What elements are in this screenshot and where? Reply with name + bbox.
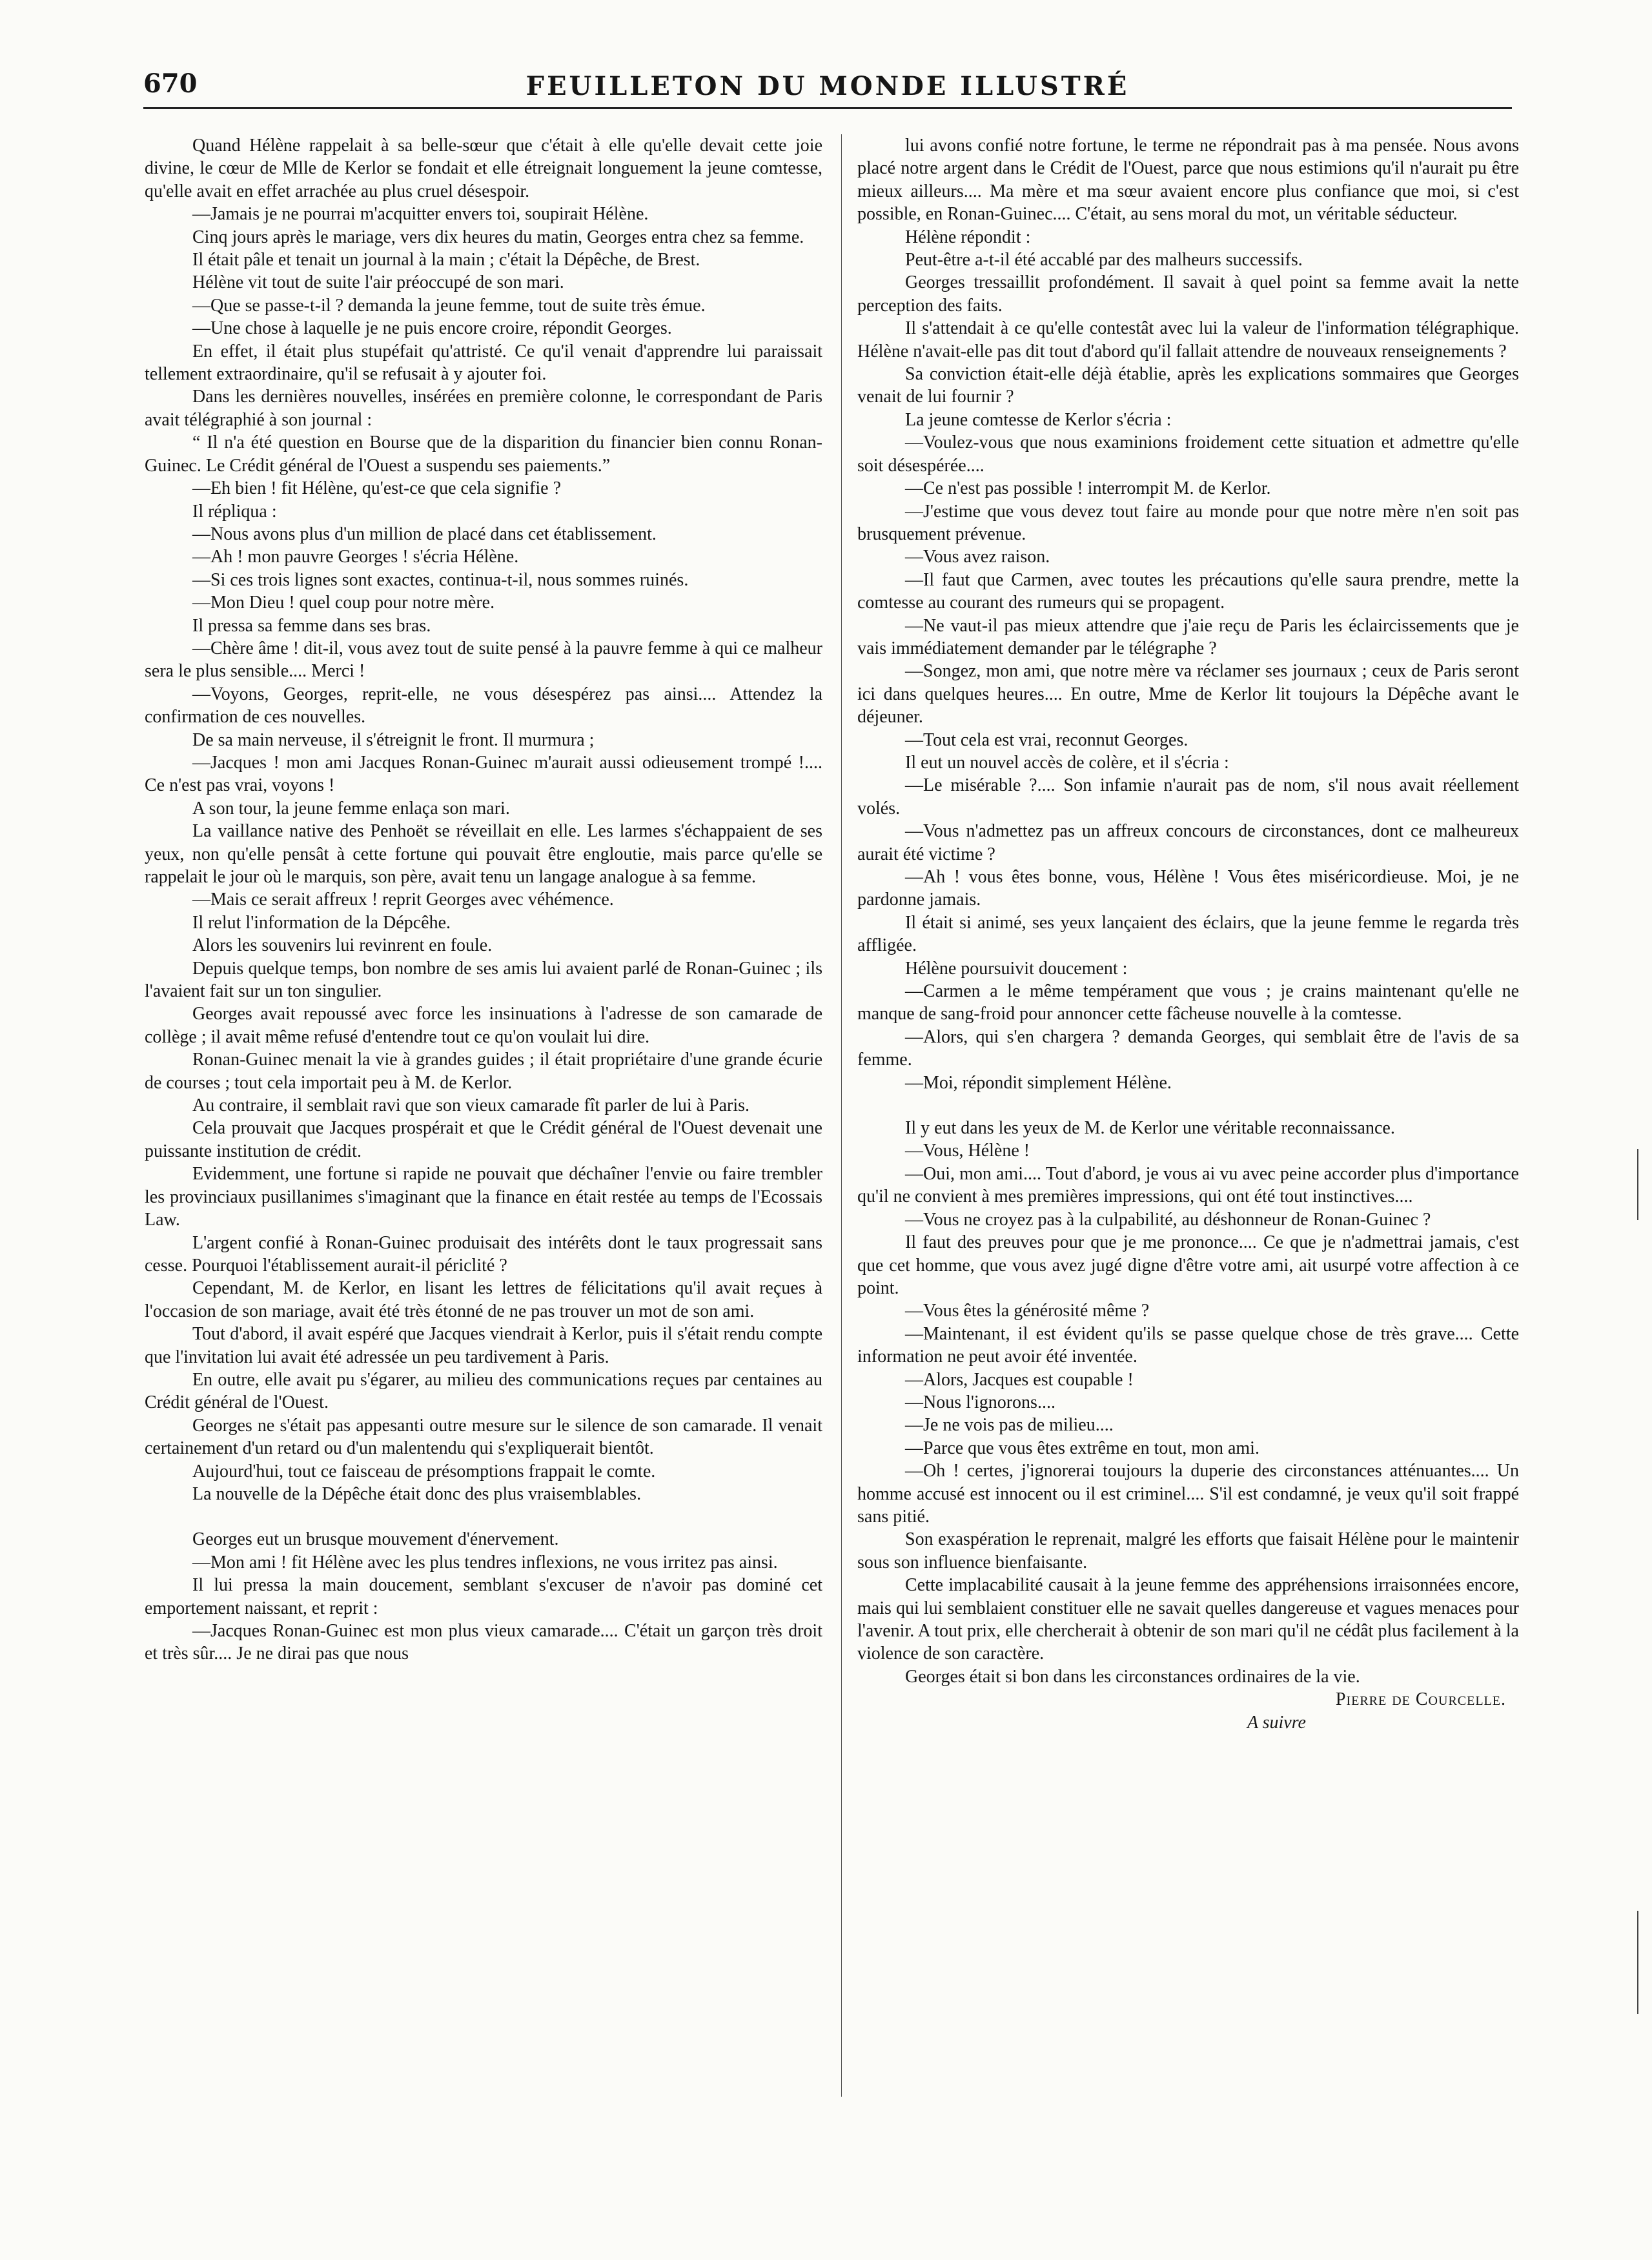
paragraph: —Ce n'est pas possible ! interrompit M. de Kerlor.	[905, 478, 1271, 499]
paragraph: —Jacques ! mon ami Jacques Ronan-Guinec m'aurait aussi odieusement trompé !.... Ce n'est pas vrai, voyons !	[145, 752, 822, 796]
paragraph: —Chère âme ! dit-il, vous avez tout de suite pensé à la pauvre femme à qui ce malheur sera le plus sensible.... Merci !	[145, 638, 822, 682]
paragraph: —Ah ! vous êtes bonne, vous, Hélène ! Vous êtes miséricordieuse. Moi, je ne pardonne jamais.	[857, 867, 1519, 910]
paragraph: Son exaspération le reprenait, malgré les efforts que faisait Hélène pour le maintenir sous son influence bienfaisante.	[857, 1529, 1519, 1573]
paragraph: —Une chose à laquelle je ne puis encore croire, répondit Georges.	[192, 318, 672, 339]
paragraph: A son tour, la jeune femme enlaça son mari.	[192, 798, 510, 819]
paragraph: Aujourd'hui, tout ce faisceau de présomptions frappait le comte.	[192, 1461, 656, 1481]
paragraph: —Vous êtes la générosité même ?	[905, 1301, 1150, 1321]
paragraph: Quand Hélène rappelait à sa belle-sœur que c'était à elle qu'elle devait cette joie divine, le cœur de Mlle de Kerlor se fondait et elle étreignait longuement la jeune comtesse, qu'elle avait en effet arrachée au plus cruel désespoir.	[145, 136, 822, 201]
paragraph: Il lui pressa la main doucement, semblant s'excuser de n'avoir pas dominé cet emportement naissant, et reprit :	[145, 1575, 822, 1618]
paragraph: —Ah ! mon pauvre Georges ! s'écria Hélène.	[192, 547, 519, 567]
paragraph: Sa conviction était-elle déjà établie, après les explications sommaires que Georges venait de lui fournir ?	[857, 364, 1519, 407]
paragraph: —Je ne vois pas de milieu....	[905, 1415, 1114, 1436]
to-be-continued: A suivre	[1247, 1712, 1306, 1733]
paragraph: —Voulez-vous que nous examinions froidement cette situation et admettre qu'elle soit désespérée....	[857, 433, 1519, 476]
paragraph: —Songez, mon ami, que notre mère va réclamer ses journaux ; ceux de Paris seront ici dans quelques heures.... En outre, Mme de Kerlor lit toujours la Dépêche avant le déjeuner.	[857, 661, 1519, 728]
paragraph: Il s'attendait à ce qu'elle contestât avec lui la valeur de l'information télégraphique. Hélène n'avait-elle pas dit tout d'abord qu'il fallait attendre de nouveaux renseignements ?	[857, 318, 1519, 361]
left-column	[145, 134, 822, 1665]
paragraph: Hélène poursuivit doucement :	[905, 958, 1128, 979]
paragraph: —J'estime que vous devez tout faire au monde pour que notre mère n'en soit pas brusquement prévenue.	[857, 501, 1519, 544]
paragraph: —Il faut que Carmen, avec toutes les précautions qu'elle saura prendre, mette la comtesse au courant des rumeurs qui se propagent.	[857, 569, 1519, 613]
paragraph: —Mais ce serait affreux ! reprit Georges avec véhémence.	[192, 890, 614, 910]
paragraph: Il était si animé, ses yeux lançaient des éclairs, que la jeune femme le regarda très affligée.	[857, 912, 1519, 956]
paragraph: Il répliqua :	[192, 501, 277, 522]
paragraph: —Voyons, Georges, reprit-elle, ne vous désespérez pas ainsi.... Attendez la confirmation de ces nouvelles.	[145, 684, 822, 728]
paragraph: —Tout cela est vrai, reconnut Georges.	[905, 729, 1188, 750]
paragraph: Ronan-Guinec menait la vie à grandes guides ; il était propriétaire d'une grande écurie de courses ; tout cela importait peu à M. de Kerlor.	[145, 1050, 822, 1093]
paragraph: —Oh ! certes, j'ignorerai toujours la duperie des circonstances atténuantes.... Un homme accusé est innocent ou il est criminel.... S'il est condamné, je veux qu'il soit frappé sans pitié.	[857, 1461, 1519, 1527]
paragraph: De sa main nerveuse, il s'étreignit le front. Il murmura ;	[192, 729, 595, 750]
author-signature: Pierre de Courcelle.	[1335, 1689, 1506, 1710]
paragraph: La vaillance native des Penhoët se réveillait en elle. Les larmes s'échappaient de ses yeux, non qu'elle pensât à cette fortune qui pouvait être engloutie, mais parce qu'elle se rappelait le jour où le marquis, son père, avait tenu un langage analogue à sa femme.	[145, 821, 822, 887]
paragraph: Il eut un nouvel accès de colère, et il s'écria :	[905, 752, 1229, 773]
paragraph: —Jacques Ronan-Guinec est mon plus vieux camarade.... C'était un garçon très droit et très sûr.... Je ne dirai pas que nous	[145, 1621, 822, 1664]
paragraph: Au contraire, il semblait ravi que son vieux camarade fît parler de lui à Paris.	[192, 1095, 750, 1116]
paragraph: Cela prouvait que Jacques prospérait et que le Crédit général de l'Ouest devenait une puissante institution de crédit.	[145, 1118, 822, 1161]
paragraph: Hélène vit tout de suite l'air préoccupé de son mari.	[192, 272, 564, 293]
paragraph: —Que se passe-t-il ? demanda la jeune femme, tout de suite très émue.	[192, 295, 706, 316]
newspaper-title: FEUILLETON DU MONDE ILLUSTRÉ	[525, 71, 1130, 101]
paragraph: Il relut l'information de la Dépcêhe.	[192, 912, 451, 933]
paragraph: Georges avait repoussé avec force les insinuations à l'adresse de son camarade de collège ; il avait même refusé d'entendre tout ce qu'on voulait lui dire.	[145, 1004, 822, 1047]
paragraph: La nouvelle de la Dépêche était donc des plus vraisemblables.	[192, 1483, 642, 1504]
paragraph: —Parce que vous êtes extrême en tout, mon ami.	[905, 1438, 1259, 1458]
paragraph: —Alors, Jacques est coupable !	[905, 1369, 1134, 1390]
paragraph: —Eh bien ! fit Hélène, qu'est-ce que cela signifie ?	[192, 478, 562, 499]
paragraph: Depuis quelque temps, bon nombre de ses amis lui avaient parlé de Ronan-Guinec ; ils l'avaient fait sur un ton singulier.	[145, 958, 822, 1002]
paragraph: Il était pâle et tenait un journal à la main ; c'était la Dépêche, de Brest.	[192, 250, 700, 270]
paragraph: Georges était si bon dans les circonstances ordinaires de la vie.	[905, 1666, 1360, 1687]
paragraph: —Moi, répondit simplement Hélène.	[905, 1072, 1172, 1093]
paragraph: Georges eut un brusque mouvement d'énervement.	[192, 1529, 559, 1550]
paragraph: En outre, elle avait pu s'égarer, au milieu des communications reçues par centaines au Crédit général de l'Ouest.	[145, 1369, 822, 1413]
paragraph: —Si ces trois lignes sont exactes, continua-t-il, nous sommes ruinés.	[192, 569, 689, 590]
paragraph: “ Il n'a été question en Bourse que de la disparition du financier bien connu Ronan-Guinec. Le Crédit général de l'Ouest a suspendu ses paiements.”	[145, 433, 822, 476]
paragraph: —Carmen a le même tempérament que vous ; je crains maintenant qu'elle ne manque de sang-froid pour annoncer cette fâcheuse nouvelle à la comtesse.	[857, 981, 1519, 1024]
paragraph: Evidemment, une fortune si rapide ne pouvait que déchaîner l'envie ou faire trembler les provinciaux pusillanimes s'imaginant que la finance en était restée au temps de l'Ecossais Law.	[145, 1164, 822, 1230]
paragraph: —Le misérable ?.... Son infamie n'aurait pas de nom, s'il nous avait réellement volés.	[857, 775, 1519, 819]
paragraph: —Vous avez raison.	[905, 547, 1050, 567]
paragraph: La jeune comtesse de Kerlor s'écria :	[905, 409, 1172, 430]
column-divider	[841, 134, 842, 2097]
header-rule	[143, 107, 1512, 109]
paragraph: —Jamais je ne pourrai m'acquitter envers toi, soupirait Hélène.	[192, 204, 649, 225]
paragraph: L'argent confié à Ronan-Guinec produisait des intérêts dont le taux progressait sans cesse. Pourquoi l'établissement aurait-il périclité ?	[145, 1232, 822, 1276]
paragraph: Il faut des preuves pour que je me prononce.... Ce que je n'admettrai jamais, c'est que cet homme, que vous avez jugé digne d'être votre ami, ait usurpé votre affection à ce point.	[857, 1232, 1519, 1298]
paragraph: Cependant, M. de Kerlor, en lisant les lettres de félicitations qu'il avait reçues à l'occasion de son mariage, avait été très étonné de ne pas trouver un mot de son ami.	[145, 1278, 822, 1321]
paragraph: Dans les dernières nouvelles, insérées en première colonne, le correspondant de Paris avait télégraphié à son journal :	[145, 387, 822, 430]
margin-rule	[1637, 1911, 1638, 2014]
paragraph: —Nous avons plus d'un million de placé dans cet établissement.	[192, 524, 657, 544]
paragraph: Tout d'abord, il avait espéré que Jacques viendrait à Kerlor, puis il s'était rendu compte que l'invitation lui avait été adressée un peu tardivement à Paris.	[145, 1324, 822, 1367]
paragraph: —Vous ne croyez pas à la culpabilité, au déshonneur de Ronan-Guinec ?	[905, 1209, 1431, 1230]
paragraph: —Oui, mon ami.... Tout d'abord, je vous ai vu avec peine accorder plus d'importance qu'il ne convient à mes premières impressions, qui ont été tout instinctives....	[857, 1163, 1519, 1207]
margin-rule	[1637, 1149, 1638, 1220]
paragraph: lui avons confié notre fortune, le terme ne répondrait pas à ma pensée. Nous avons placé notre argent dans le Crédit de l'Ouest, parce que nous estimions qu'il n'aurait pu être mieux ailleurs.... Ma mère et ma sœur avaient encore plus confiance que moi, si c'est possible, en Ronan-Guinec.... C'était, au sens moral du mot, un véritable séducteur.	[857, 136, 1519, 225]
paragraph: Il pressa sa femme dans ses bras.	[192, 615, 431, 636]
paragraph: Peut-être a-t-il été accablé par des malheurs successifs.	[905, 250, 1303, 270]
paragraph: —Maintenant, il est évident qu'ils se passe quelque chose de très grave.... Cette information ne peut avoir été inventée.	[857, 1323, 1519, 1367]
paragraph: Cinq jours après le mariage, vers dix heures du matin, Georges entra chez sa femme.	[192, 227, 804, 247]
paragraph: —Vous n'admettez pas un affreux concours de circonstances, dont ce malheureux aurait été victime ?	[857, 821, 1519, 864]
paragraph: Il y eut dans les yeux de M. de Kerlor une véritable reconnaissance.	[905, 1118, 1395, 1139]
paragraph: Georges tressaillit profondément. Il savait à quel point sa femme avait la nette perception des faits.	[857, 272, 1519, 316]
paragraph: —Ne vaut-il pas mieux attendre que j'aie reçu de Paris les éclaircissements que je vais immédiatement demander par le télégraphe ?	[857, 615, 1519, 658]
paragraph: —Mon Dieu ! quel coup pour notre mère.	[192, 593, 495, 613]
paragraph: Hélène répondit :	[905, 227, 1031, 247]
page-number: 670	[143, 68, 198, 99]
paragraph: Georges ne s'était pas appesanti outre mesure sur le silence de son camarade. Il venait certainement d'un retard ou d'un malentendu qui s'expliquerait bientôt.	[145, 1415, 822, 1459]
paragraph: —Nous l'ignorons....	[905, 1392, 1055, 1412]
paragraph: Cette implacabilité causait à la jeune femme des appréhensions irraisonnées encore, mais qui lui semblaient constituer elle ne savait quelles dangereuse et vagues menaces pour l'avenir. A tout prix, elle chercherait à obtenir de son mari qu'il ne cédât plus facilement à la violence de son caractère.	[857, 1575, 1519, 1664]
paragraph: —Vous, Hélène !	[905, 1141, 1030, 1161]
paragraph: Alors les souvenirs lui revinrent en foule.	[192, 935, 493, 956]
page-header	[143, 65, 1512, 110]
paragraph: En effet, il était plus stupéfait qu'attristé. Ce qu'il venait d'apprendre lui paraissait tellement extraordinaire, qu'il se refusait à y ajouter foi.	[145, 341, 822, 385]
paragraph: —Alors, qui s'en chargera ? demanda Georges, qui semblait être de l'avis de sa femme.	[857, 1026, 1519, 1070]
right-column	[857, 134, 1519, 1734]
paragraph: —Mon ami ! fit Hélène avec les plus tendres inflexions, ne vous irritez pas ainsi.	[192, 1552, 778, 1573]
